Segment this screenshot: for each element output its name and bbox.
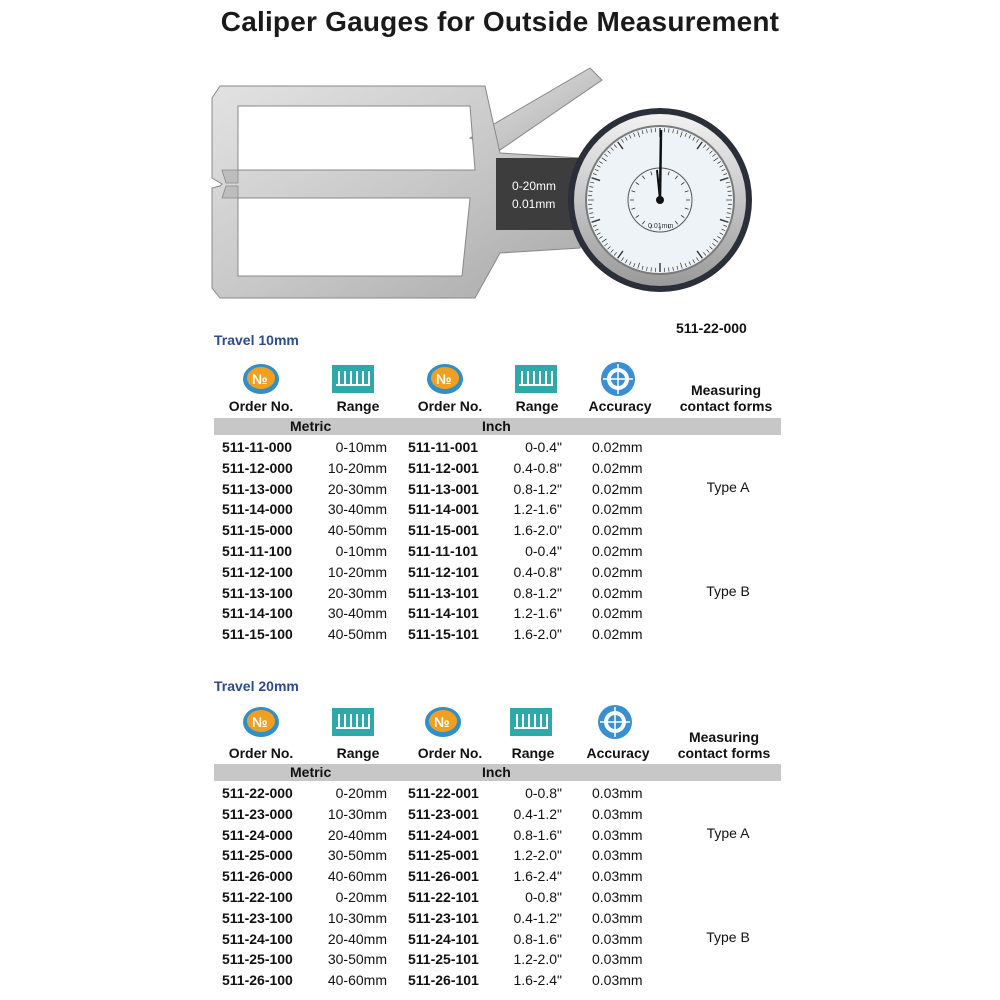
accuracy-cell: 0.03mm bbox=[592, 909, 643, 926]
range-metric-cell: 30-40mm bbox=[327, 501, 387, 518]
order-no-metric-cell: 511-25-100 bbox=[222, 951, 293, 968]
range-metric-cell: 0-20mm bbox=[335, 889, 387, 905]
order-no-metric-cell: 511-23-000 bbox=[222, 805, 293, 822]
order-no-inch-cell: 511-22-101 bbox=[408, 889, 479, 905]
page-title: Caliper Gauges for Outside Measurement bbox=[220, 6, 780, 37]
range-metric-cell: 40-50mm bbox=[327, 626, 387, 643]
accuracy-cell: 0.02mm bbox=[592, 584, 643, 601]
range-icon bbox=[330, 706, 376, 738]
table-row bbox=[0, 520, 1000, 541]
order-no-inch-cell: 511-15-001 bbox=[408, 522, 479, 539]
table-row bbox=[0, 499, 1000, 520]
type-a-label: Type A bbox=[706, 479, 750, 495]
accuracy-cell: 0.03mm bbox=[592, 826, 643, 843]
range-inch-cell: 0.8-1.6" bbox=[513, 826, 562, 843]
accuracy-cell: 0.02mm bbox=[592, 501, 643, 518]
range-metric-cell: 0-10mm bbox=[335, 543, 387, 559]
order-no-metric-cell: 511-11-100 bbox=[222, 543, 293, 559]
order-no-metric-cell: 511-13-000 bbox=[222, 480, 293, 497]
range-inch-cell: 0.4-0.8" bbox=[513, 563, 562, 580]
accuracy-cell: 0.03mm bbox=[592, 972, 643, 989]
range-inch-cell: 0-0.8" bbox=[525, 785, 562, 801]
accuracy-cell: 0.03mm bbox=[592, 805, 643, 822]
unit-band bbox=[214, 418, 781, 435]
order-no-metric-cell: 511-25-000 bbox=[222, 847, 293, 864]
order-no-inch-cell: 511-15-101 bbox=[408, 626, 479, 643]
range-inch-cell: 1.6-2.4" bbox=[513, 972, 562, 989]
range-metric-cell: 40-50mm bbox=[327, 522, 387, 539]
accuracy-header: Accuracy bbox=[588, 398, 652, 414]
accuracy-cell: 0.03mm bbox=[592, 951, 643, 968]
range-inch-cell: 1.2-2.0" bbox=[513, 951, 562, 968]
table-row bbox=[0, 970, 1000, 991]
range-header-inch: Range bbox=[511, 745, 555, 761]
table-row bbox=[0, 583, 1000, 604]
accuracy-cell: 0.03mm bbox=[592, 889, 643, 905]
unit-band bbox=[214, 764, 781, 781]
range-inch-cell: 0.8-1.2" bbox=[513, 584, 562, 601]
order-no-metric-cell: 511-14-000 bbox=[222, 501, 293, 518]
range-metric-cell: 0-20mm bbox=[335, 785, 387, 801]
contact-header-line2: contact forms bbox=[677, 745, 771, 761]
accuracy-target-icon bbox=[594, 704, 636, 740]
contact-header-line1: Measuring bbox=[690, 382, 761, 398]
range-inch-cell: 0.4-0.8" bbox=[513, 459, 562, 476]
order-no-inch-cell: 511-14-001 bbox=[408, 501, 479, 518]
table-row bbox=[0, 603, 1000, 624]
order-no-header-metric: Order No. bbox=[228, 745, 294, 761]
table-row bbox=[0, 437, 1000, 458]
order-no-inch-cell: 511-26-001 bbox=[408, 868, 479, 885]
range-inch-cell: 0.8-1.6" bbox=[513, 930, 562, 947]
order-no-metric-cell: 511-14-100 bbox=[222, 605, 293, 622]
table-row bbox=[0, 929, 1000, 950]
accuracy-cell: 0.02mm bbox=[592, 439, 643, 455]
range-inch-cell: 0-0.8" bbox=[525, 889, 562, 905]
range-metric-cell: 30-50mm bbox=[327, 847, 387, 864]
order-no-metric-cell: 511-22-000 bbox=[222, 785, 293, 801]
order-no-metric-cell: 511-24-100 bbox=[222, 930, 293, 947]
range-icon bbox=[513, 363, 559, 395]
order-no-inch-cell: 511-26-101 bbox=[408, 972, 479, 989]
order-no-metric-cell: 511-13-100 bbox=[222, 584, 293, 601]
inch-label: Inch bbox=[482, 418, 511, 434]
order-no-inch-cell: 511-13-001 bbox=[408, 480, 479, 497]
metric-label: Metric bbox=[290, 418, 332, 434]
model-number: 511-22-000 bbox=[676, 320, 747, 336]
order-no-inch-cell: 511-24-101 bbox=[408, 930, 479, 947]
order-no-inch-cell: 511-11-101 bbox=[408, 543, 479, 559]
order-no-metric-cell: 511-12-100 bbox=[222, 563, 293, 580]
range-inch-cell: 0.4-1.2" bbox=[513, 805, 562, 822]
table-row bbox=[0, 541, 1000, 562]
figure-label-resolution: 0.01mm bbox=[512, 197, 556, 211]
range-metric-cell: 40-60mm bbox=[327, 972, 387, 989]
range-inch-cell: 1.6-2.0" bbox=[513, 522, 562, 539]
contact-header-line2: contact forms bbox=[679, 398, 773, 414]
order-no-inch-cell: 511-12-101 bbox=[408, 563, 479, 580]
range-inch-cell: 1.2-2.0" bbox=[513, 847, 562, 864]
accuracy-cell: 0.02mm bbox=[592, 480, 643, 497]
accuracy-cell: 0.03mm bbox=[592, 847, 643, 864]
type-a-label: Type A bbox=[706, 825, 750, 841]
table-row bbox=[0, 562, 1000, 583]
order-no-metric-cell: 511-24-000 bbox=[222, 826, 293, 843]
range-inch-cell: 1.6-2.4" bbox=[513, 868, 562, 885]
table-row bbox=[0, 783, 1000, 804]
order-no-metric-cell: 511-26-000 bbox=[222, 868, 293, 885]
accuracy-cell: 0.03mm bbox=[592, 868, 643, 885]
contact-forms-header bbox=[668, 382, 784, 414]
table-row bbox=[0, 458, 1000, 479]
accuracy-target-icon bbox=[597, 361, 639, 397]
order-number-icon bbox=[242, 363, 280, 395]
svg-text:№: № bbox=[252, 371, 268, 387]
order-no-header-metric: Order No. bbox=[228, 398, 294, 414]
order-no-inch-cell: 511-14-101 bbox=[408, 605, 479, 622]
dial-sub-label: 0.01mm bbox=[648, 223, 674, 230]
range-header-metric: Range bbox=[336, 398, 380, 414]
range-metric-cell: 0-10mm bbox=[335, 439, 387, 455]
order-no-inch-cell: 511-12-001 bbox=[408, 459, 479, 476]
accuracy-cell: 0.03mm bbox=[592, 785, 643, 801]
range-metric-cell: 20-40mm bbox=[327, 826, 387, 843]
table-row bbox=[0, 825, 1000, 846]
order-no-metric-cell: 511-26-100 bbox=[222, 972, 293, 989]
range-metric-cell: 20-30mm bbox=[327, 584, 387, 601]
range-metric-cell: 20-30mm bbox=[327, 480, 387, 497]
order-no-inch-cell: 511-23-001 bbox=[408, 805, 479, 822]
order-no-inch-cell: 511-13-101 bbox=[408, 584, 479, 601]
order-no-metric-cell: 511-15-100 bbox=[222, 626, 293, 643]
accuracy-cell: 0.02mm bbox=[592, 522, 643, 539]
order-no-inch-cell: 511-23-101 bbox=[408, 909, 479, 926]
type-b-label: Type B bbox=[706, 583, 750, 599]
order-number-icon bbox=[242, 706, 280, 738]
range-icon bbox=[330, 363, 376, 395]
range-icon bbox=[508, 706, 554, 738]
table-row bbox=[0, 845, 1000, 866]
figure-label-range: 0-20mm bbox=[512, 179, 557, 193]
accuracy-cell: 0.02mm bbox=[592, 459, 643, 476]
order-no-metric-cell: 511-11-000 bbox=[222, 439, 293, 455]
caliper-gauge-illustration bbox=[200, 58, 760, 320]
range-inch-cell: 1.6-2.0" bbox=[513, 626, 562, 643]
contact-header-line1: Measuring bbox=[688, 729, 759, 745]
order-no-metric-cell: 511-12-000 bbox=[222, 459, 293, 476]
order-no-header-inch: Order No. bbox=[417, 745, 483, 761]
range-inch-cell: 1.2-1.6" bbox=[513, 605, 562, 622]
metric-label: Metric bbox=[290, 764, 332, 780]
range-header-inch: Range bbox=[515, 398, 559, 414]
section-heading: Travel 10mm bbox=[214, 332, 299, 348]
range-metric-cell: 10-20mm bbox=[327, 563, 387, 580]
range-metric-cell: 30-50mm bbox=[327, 951, 387, 968]
order-number-icon bbox=[424, 706, 462, 738]
range-inch-cell: 0-0.4" bbox=[525, 439, 562, 455]
order-no-inch-cell: 511-24-001 bbox=[408, 826, 479, 843]
contact-forms-header bbox=[666, 729, 782, 761]
range-metric-cell: 20-40mm bbox=[327, 930, 387, 947]
order-no-metric-cell: 511-22-100 bbox=[222, 889, 293, 905]
accuracy-cell: 0.03mm bbox=[592, 930, 643, 947]
order-no-inch-cell: 511-11-001 bbox=[408, 439, 479, 455]
order-no-metric-cell: 511-23-100 bbox=[222, 909, 293, 926]
table-row bbox=[0, 624, 1000, 645]
svg-text:№: № bbox=[252, 714, 268, 730]
table-row bbox=[0, 908, 1000, 929]
table-row bbox=[0, 479, 1000, 500]
range-metric-cell: 10-30mm bbox=[327, 909, 387, 926]
range-inch-cell: 0.8-1.2" bbox=[513, 480, 562, 497]
range-metric-cell: 10-30mm bbox=[327, 805, 387, 822]
range-inch-cell: 0-0.4" bbox=[525, 543, 562, 559]
accuracy-header: Accuracy bbox=[586, 745, 650, 761]
section-heading: Travel 20mm bbox=[214, 678, 299, 694]
order-no-inch-cell: 511-25-001 bbox=[408, 847, 479, 864]
accuracy-cell: 0.02mm bbox=[592, 605, 643, 622]
accuracy-cell: 0.02mm bbox=[592, 543, 643, 559]
order-no-metric-cell: 511-15-000 bbox=[222, 522, 293, 539]
range-metric-cell: 40-60mm bbox=[327, 868, 387, 885]
order-no-header-inch: Order No. bbox=[417, 398, 483, 414]
table-row bbox=[0, 804, 1000, 825]
range-inch-cell: 0.4-1.2" bbox=[513, 909, 562, 926]
svg-text:№: № bbox=[434, 714, 450, 730]
range-metric-cell: 10-20mm bbox=[327, 459, 387, 476]
range-header-metric: Range bbox=[336, 745, 380, 761]
inch-label: Inch bbox=[482, 764, 511, 780]
order-no-inch-cell: 511-22-001 bbox=[408, 785, 479, 801]
order-number-icon bbox=[426, 363, 464, 395]
range-metric-cell: 30-40mm bbox=[327, 605, 387, 622]
range-inch-cell: 1.2-1.6" bbox=[513, 501, 562, 518]
table-row bbox=[0, 887, 1000, 908]
table-row bbox=[0, 866, 1000, 887]
accuracy-cell: 0.02mm bbox=[592, 626, 643, 643]
order-no-inch-cell: 511-25-101 bbox=[408, 951, 479, 968]
table-row bbox=[0, 949, 1000, 970]
accuracy-cell: 0.02mm bbox=[592, 563, 643, 580]
type-b-label: Type B bbox=[706, 929, 750, 945]
svg-text:№: № bbox=[436, 371, 452, 387]
